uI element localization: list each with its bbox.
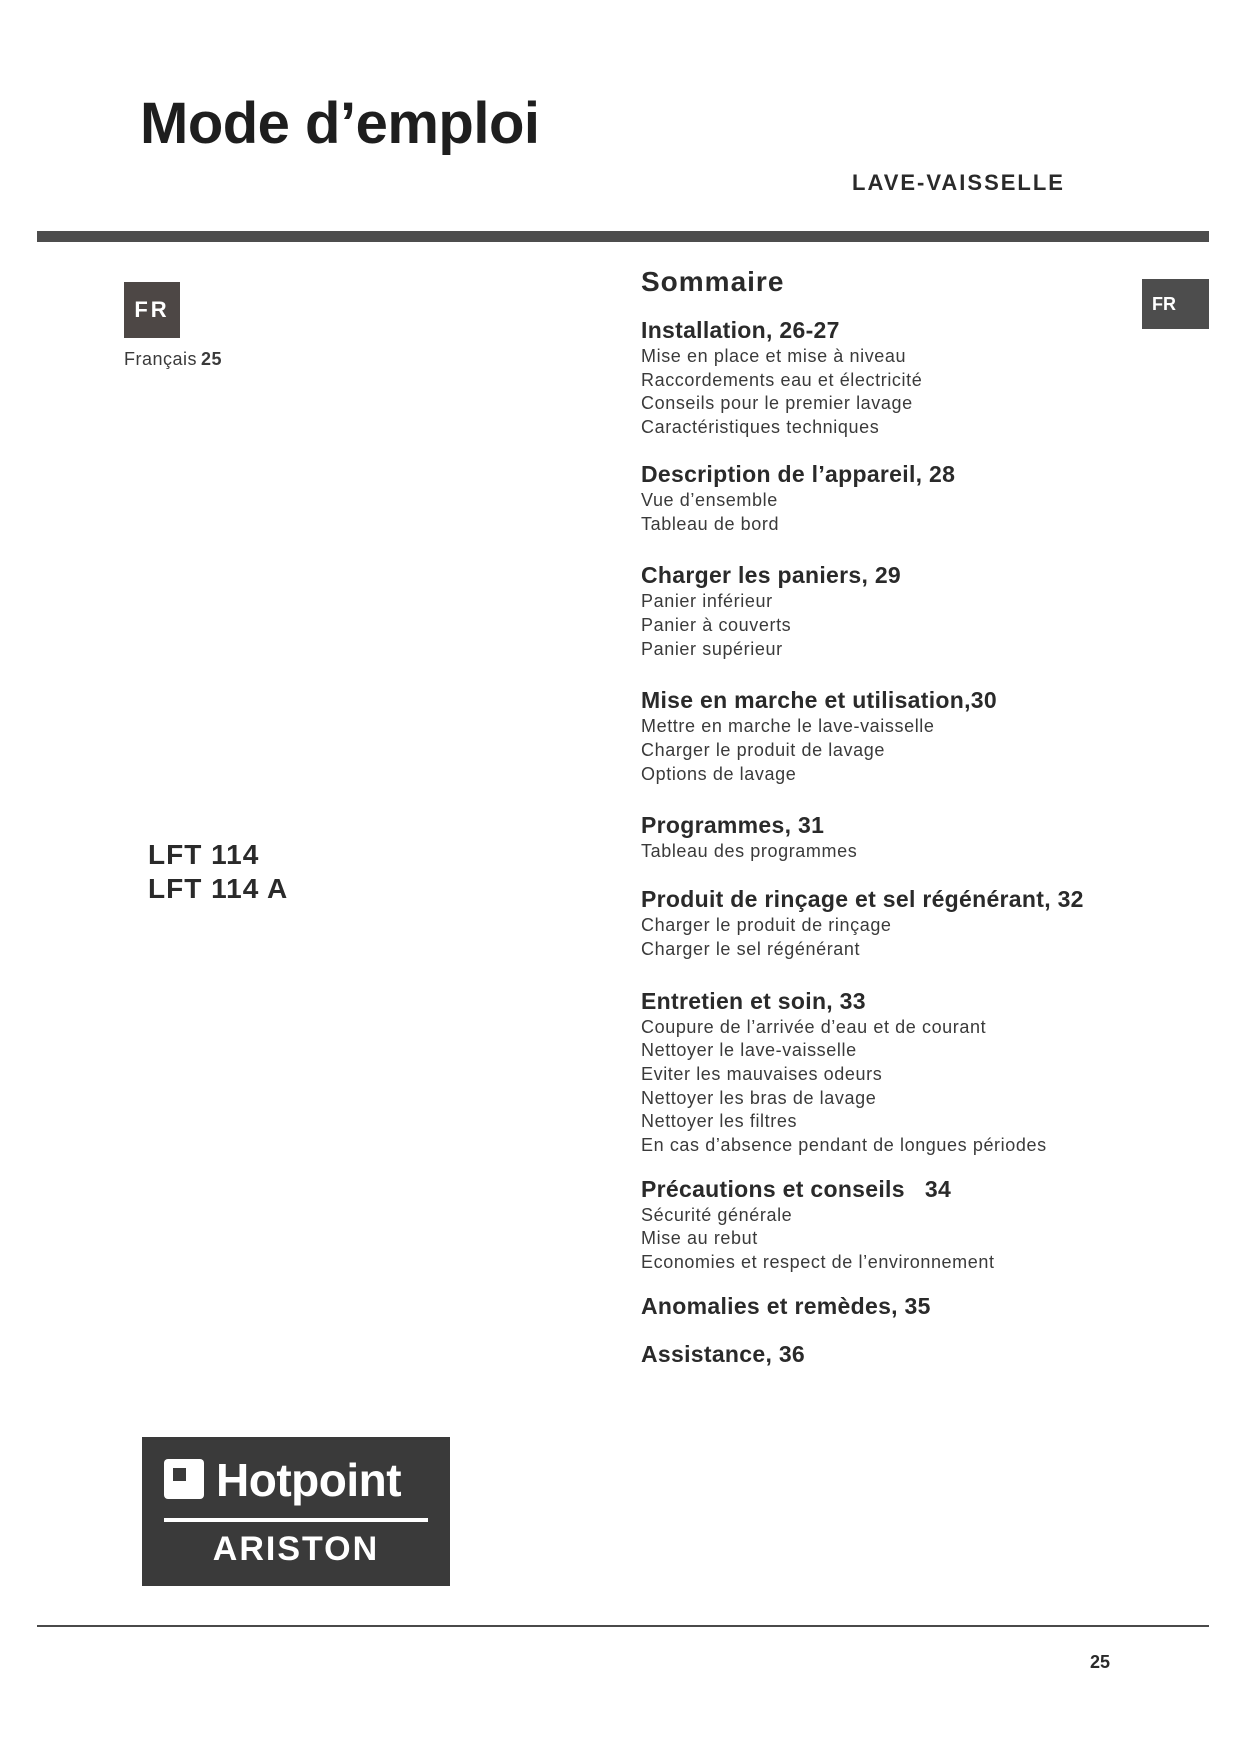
toc-item[interactable]: Panier supérieur bbox=[641, 638, 783, 659]
toc-item[interactable]: Tableau de bord bbox=[641, 513, 780, 534]
toc-item[interactable]: Coupure de l’arrivée d’eau et de courant bbox=[641, 1016, 987, 1037]
bottom-divider bbox=[37, 1625, 1209, 1627]
toc-item[interactable]: Tableau des programmes bbox=[641, 841, 858, 862]
toc-item[interactable]: Panier inférieur bbox=[641, 591, 773, 612]
logo-sub-text: ARISTON bbox=[212, 1530, 380, 1568]
toc-item[interactable]: Eviter les mauvaises odeurs bbox=[641, 1063, 883, 1084]
toc-item-list bbox=[641, 840, 1201, 864]
toc-section bbox=[641, 1174, 1201, 1275]
toc-item[interactable]: Mise en place et mise à niveau bbox=[641, 346, 907, 366]
toc-section bbox=[641, 986, 1201, 1158]
toc-item[interactable]: Nettoyer les bras de lavage bbox=[641, 1087, 877, 1108]
language-page: 25 bbox=[201, 349, 223, 369]
toc-item[interactable]: Vue d’ensemble bbox=[641, 489, 778, 510]
logo-square-icon bbox=[164, 1459, 204, 1499]
toc-item[interactable]: Raccordements eau et électricité bbox=[641, 369, 923, 390]
language-badge: FR bbox=[124, 282, 180, 338]
toc-item-list bbox=[641, 345, 1201, 440]
toc-section-heading[interactable]: Entretien et soin, 33 bbox=[641, 987, 866, 1014]
toc-item-list bbox=[641, 914, 1201, 961]
language-label: Français bbox=[124, 349, 198, 369]
toc-item-list bbox=[641, 590, 1201, 661]
toc-item[interactable]: Caractéristiques techniques bbox=[641, 417, 880, 438]
toc-section bbox=[641, 1339, 1201, 1369]
logo-brand-text: Hotpoint bbox=[216, 1454, 402, 1506]
toc-section-heading[interactable]: Programmes, 31 bbox=[641, 812, 825, 839]
toc-section-heading[interactable]: Produit de rinçage et sel régénérant, 32 bbox=[641, 886, 1084, 913]
model-name: LFT 114 A bbox=[148, 873, 289, 904]
toc-section-heading[interactable]: Installation, 26-27 bbox=[641, 317, 840, 343]
toc-section bbox=[641, 810, 1201, 864]
toc-section-heading[interactable]: Assistance, 36 bbox=[641, 1340, 806, 1367]
toc-section bbox=[641, 560, 1201, 661]
toc-item[interactable]: Charger le produit de rinçage bbox=[641, 915, 892, 936]
top-divider bbox=[37, 231, 1209, 242]
model-list bbox=[148, 838, 288, 906]
toc-item[interactable]: Charger le sel régénérant bbox=[641, 938, 861, 959]
model-name: LFT 114 bbox=[148, 839, 260, 870]
toc-item[interactable]: Sécurité générale bbox=[641, 1204, 793, 1225]
toc-item[interactable]: En cas d’absence pendant de longues périodes bbox=[641, 1135, 1047, 1156]
toc-item[interactable]: Panier à couverts bbox=[641, 614, 792, 635]
toc-item-list bbox=[641, 1016, 1201, 1158]
toc-item-list bbox=[641, 715, 1201, 786]
toc-title: Sommaire bbox=[641, 266, 785, 297]
logo-divider bbox=[164, 1518, 428, 1522]
toc-section-heading[interactable]: Précautions et conseils 34 bbox=[641, 1175, 952, 1202]
toc-section-heading[interactable]: Charger les paniers, 29 bbox=[641, 562, 902, 589]
language-tab[interactable]: FR bbox=[1142, 279, 1209, 329]
table-of-contents bbox=[641, 266, 1201, 1369]
toc-section-heading[interactable]: Description de l’appareil, 28 bbox=[641, 460, 956, 487]
toc-section bbox=[641, 884, 1201, 961]
toc-item[interactable]: Economies et respect de l’environnement bbox=[641, 1252, 995, 1273]
toc-section-heading[interactable]: Mise en marche et utilisation,30 bbox=[641, 687, 997, 714]
toc-section bbox=[641, 459, 1201, 536]
toc-section bbox=[641, 315, 1201, 440]
toc-item[interactable]: Charger le produit de lavage bbox=[641, 740, 885, 761]
page-number: 25 bbox=[1090, 1652, 1111, 1672]
toc-item-list bbox=[641, 1204, 1201, 1275]
toc-item[interactable]: Options de lavage bbox=[641, 763, 797, 784]
toc-section-heading[interactable]: Anomalies et remèdes, 35 bbox=[641, 1292, 931, 1319]
product-category: LAVE-VAISSELLE bbox=[852, 170, 1065, 195]
toc-item-list bbox=[641, 489, 1201, 536]
toc-item[interactable]: Mise au rebut bbox=[641, 1228, 758, 1249]
document-title: Mode d’emploi bbox=[140, 91, 540, 156]
toc-section bbox=[641, 685, 1201, 786]
toc-sections bbox=[641, 315, 1201, 1369]
toc-section bbox=[641, 1291, 1201, 1321]
language-index-row[interactable] bbox=[124, 349, 222, 370]
toc-item[interactable]: Nettoyer le lave-vaisselle bbox=[641, 1040, 857, 1061]
brand-logo bbox=[142, 1437, 450, 1586]
toc-item[interactable]: Nettoyer les filtres bbox=[641, 1111, 798, 1132]
toc-item[interactable]: Conseils pour le premier lavage bbox=[641, 393, 913, 414]
toc-item[interactable]: Mettre en marche le lave-vaisselle bbox=[641, 716, 935, 737]
